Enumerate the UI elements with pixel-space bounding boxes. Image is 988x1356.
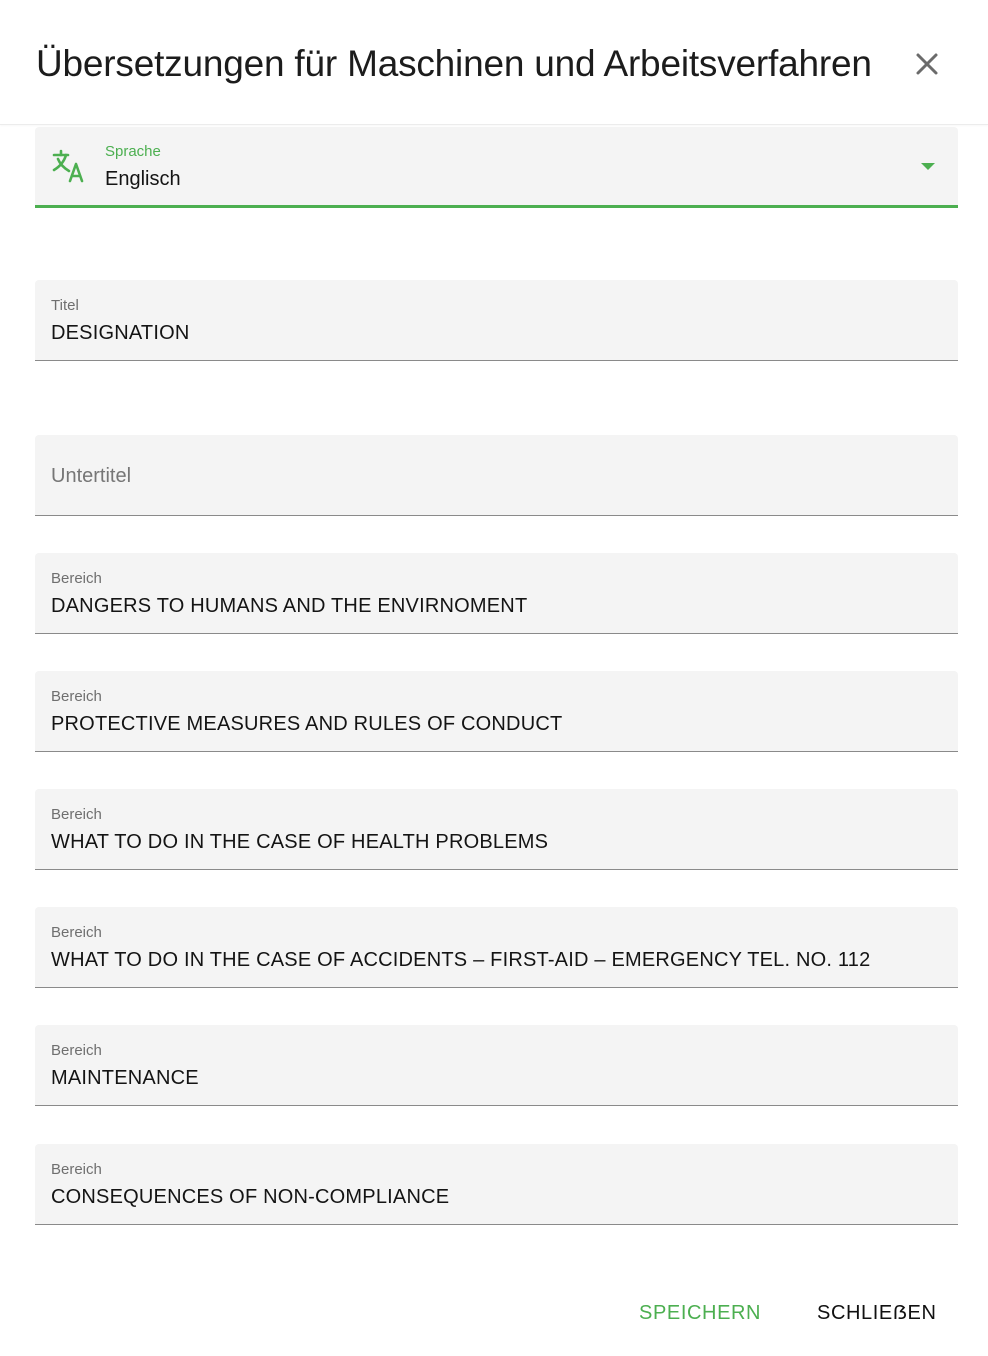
- close-icon[interactable]: [908, 45, 946, 83]
- dropdown-arrow-icon[interactable]: [921, 163, 935, 170]
- area-field-label: Bereich: [51, 1042, 102, 1059]
- dialog-title: Übersetzungen für Maschinen und Arbeitsverfahren: [36, 43, 872, 84]
- area-field-value[interactable]: WHAT TO DO IN THE CASE OF ACCIDENTS – FIRST-AID – EMERGENCY TEL. NO. 112: [51, 949, 871, 971]
- area-field-value[interactable]: PROTECTIVE MEASURES AND RULES OF CONDUCT: [51, 713, 563, 735]
- area-field-label: Bereich: [51, 570, 102, 587]
- dialog-header: [0, 0, 988, 125]
- area-field-label: Bereich: [51, 688, 102, 705]
- area-field-1[interactable]: [35, 553, 958, 634]
- area-field-6[interactable]: [35, 1144, 958, 1225]
- subtitle-field[interactable]: [35, 435, 958, 516]
- area-field-4[interactable]: [35, 907, 958, 988]
- close-button[interactable]: SCHLIEẞEN: [817, 1302, 937, 1324]
- area-field-2[interactable]: [35, 671, 958, 752]
- area-field-label: Bereich: [51, 1161, 102, 1178]
- area-field-value[interactable]: CONSEQUENCES OF NON-COMPLIANCE: [51, 1186, 450, 1208]
- translate-icon: [51, 149, 87, 185]
- language-value: Englisch: [105, 168, 181, 190]
- subtitle-placeholder[interactable]: Untertitel: [51, 465, 132, 487]
- area-field-label: Bereich: [51, 806, 102, 823]
- language-label: Sprache: [105, 143, 161, 160]
- language-select[interactable]: [35, 127, 958, 208]
- area-field-3[interactable]: [35, 789, 958, 870]
- area-field-value[interactable]: WHAT TO DO IN THE CASE OF HEALTH PROBLEMS: [51, 831, 549, 853]
- area-field-value[interactable]: MAINTENANCE: [51, 1067, 199, 1089]
- title-field[interactable]: [35, 280, 958, 361]
- title-field-label: Titel: [51, 297, 79, 314]
- area-field-5[interactable]: [35, 1025, 958, 1106]
- save-button[interactable]: SPEICHERN: [639, 1302, 762, 1324]
- title-field-value[interactable]: DESIGNATION: [51, 322, 190, 344]
- area-field-label: Bereich: [51, 924, 102, 941]
- area-field-value[interactable]: DANGERS TO HUMANS AND THE ENVIRNOMENT: [51, 595, 528, 617]
